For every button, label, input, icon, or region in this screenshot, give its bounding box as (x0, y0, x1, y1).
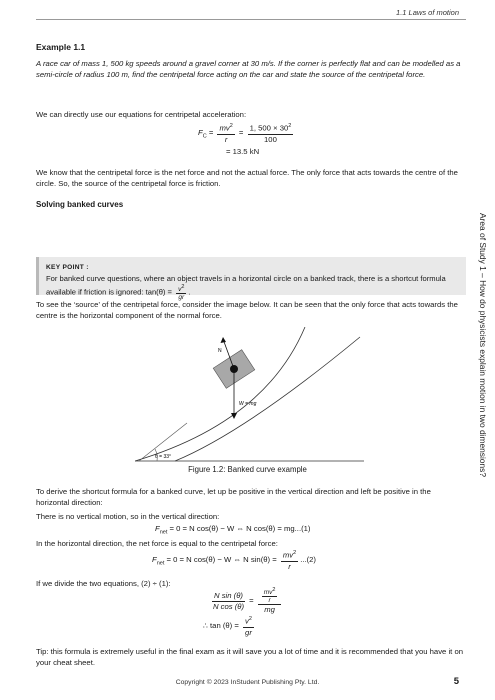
sidebar-text: Area of Study 1 – How do physicists explain motion in two dimensions? (478, 213, 488, 477)
header-rule (36, 19, 466, 20)
eq-frac-1: $\frac{mv^2}{r}$ (219, 123, 233, 144)
horizontal-text: In the horizontal direction, the net force is equal to the centripetal force: (36, 539, 278, 548)
tan-fraction: $\frac{v^2}{gr}$ (245, 616, 252, 637)
sidebar-area-of-study (477, 160, 489, 530)
key-point-label: KEY POINT : (46, 264, 89, 271)
eq-frac-2: $\frac{1, 500 \times 30^2}{100}$ (249, 123, 292, 144)
eq2-fraction: $\frac{mv^2}{r}$ (282, 550, 297, 571)
example-explanation: We know that the centripetal force is the net force and not the actual force. The only force that acts towards the centre of the circle. So, the source of the centripetal force is friction. (36, 168, 458, 188)
vertical-text: There is no vertical motion, so in the vertical direction: (36, 512, 220, 521)
centripetal-equation: $F_C$ = $\frac{mv^2}{r}$ = $\frac{1, 500 \times 30^2}{100}$ (198, 123, 292, 144)
banked-curve-figure (135, 327, 365, 462)
key-point-box (36, 257, 466, 302)
key-point-text: For banked curve questions, where an object travels in a horizontal circle on a banked track, there is a shortcut formula available if friction is ignored: tan(θ) = $\frac{v^2}{gr}$ . (46, 274, 446, 302)
figure-caption: Figure 1.2: Banked curve example (188, 465, 307, 474)
page-number: 5 (453, 676, 459, 687)
eq-lhs: $F_C$ (198, 127, 207, 140)
ratio-right: $\frac{\frac{mv^2}{r}}{mg}$ (258, 587, 282, 615)
ratio-left: $\frac{\text{N sin (θ)}}{\text{N cos (θ)}}$ (212, 590, 245, 611)
weight-label: W = mg (239, 401, 257, 407)
example-intro: We can directly use our equations for centripetal acceleration: (36, 110, 247, 119)
running-header: 1.1 Laws of motion (396, 8, 459, 17)
divide-text: If we divide the two equations, (2) ÷ (1): (36, 579, 171, 588)
section-heading: Solving banked curves (36, 200, 124, 209)
horizontal-equation: $F_{net} = 0 = N$ cos(θ) − W ⇔ N sin(θ) = $\frac{mv^2}{r}$ ...(2) (152, 550, 316, 571)
derivation-intro: To derive the shortcut formula for a banked curve, let up be positive in the vertical direction and left be positive in the horizontal direction: (36, 487, 431, 507)
normal-label: N (218, 348, 222, 354)
kp-fraction: $\frac{v^2}{gr}$ (178, 284, 185, 302)
tan-equation: ∴ tan (θ) = $\frac{v^2}{gr}$ (203, 616, 252, 637)
example-block (36, 42, 466, 80)
example-problem: A race car of mass 1, 500 kg speeds around a gravel corner at 30 m/s. If the corner is perfectly flat and can be modelled as a semi-circle of radius 100 m, find the centripetal force acting on the car and state the source of the centripetal force. (36, 59, 461, 79)
tip-paragraph: Tip: this formula is extremely useful in the final exam as it will save you a lot of time and it is recommended that you have it on your cheat sheet. (36, 647, 463, 667)
vertical-equation: $F_{net} = 0 = N$ cos(θ) − W ⇔ N cos(θ) = mg...(1) (155, 524, 311, 536)
bank-incline (175, 337, 360, 461)
angle-label: θ = 33° (155, 454, 172, 460)
ratio-equation: $\frac{\text{N sin (θ)}}{\text{N cos (θ)}}$ = $\frac{\frac{mv^2}{r}}{mg}$ (210, 587, 283, 615)
example-title: Example 1.1 (36, 42, 86, 52)
eq-result: = 13.5 kN (226, 147, 260, 156)
source-paragraph: To see the ‘source’ of the centripetal force, consider the image below. It can be seen that the only force that acts towards the centre is the horizontal component of the normal force. (36, 300, 458, 320)
copyright-footer: Copyright © 2023 InStudent Publishing Pty. Ltd. (175, 679, 320, 686)
normal-arrowhead (221, 337, 227, 343)
